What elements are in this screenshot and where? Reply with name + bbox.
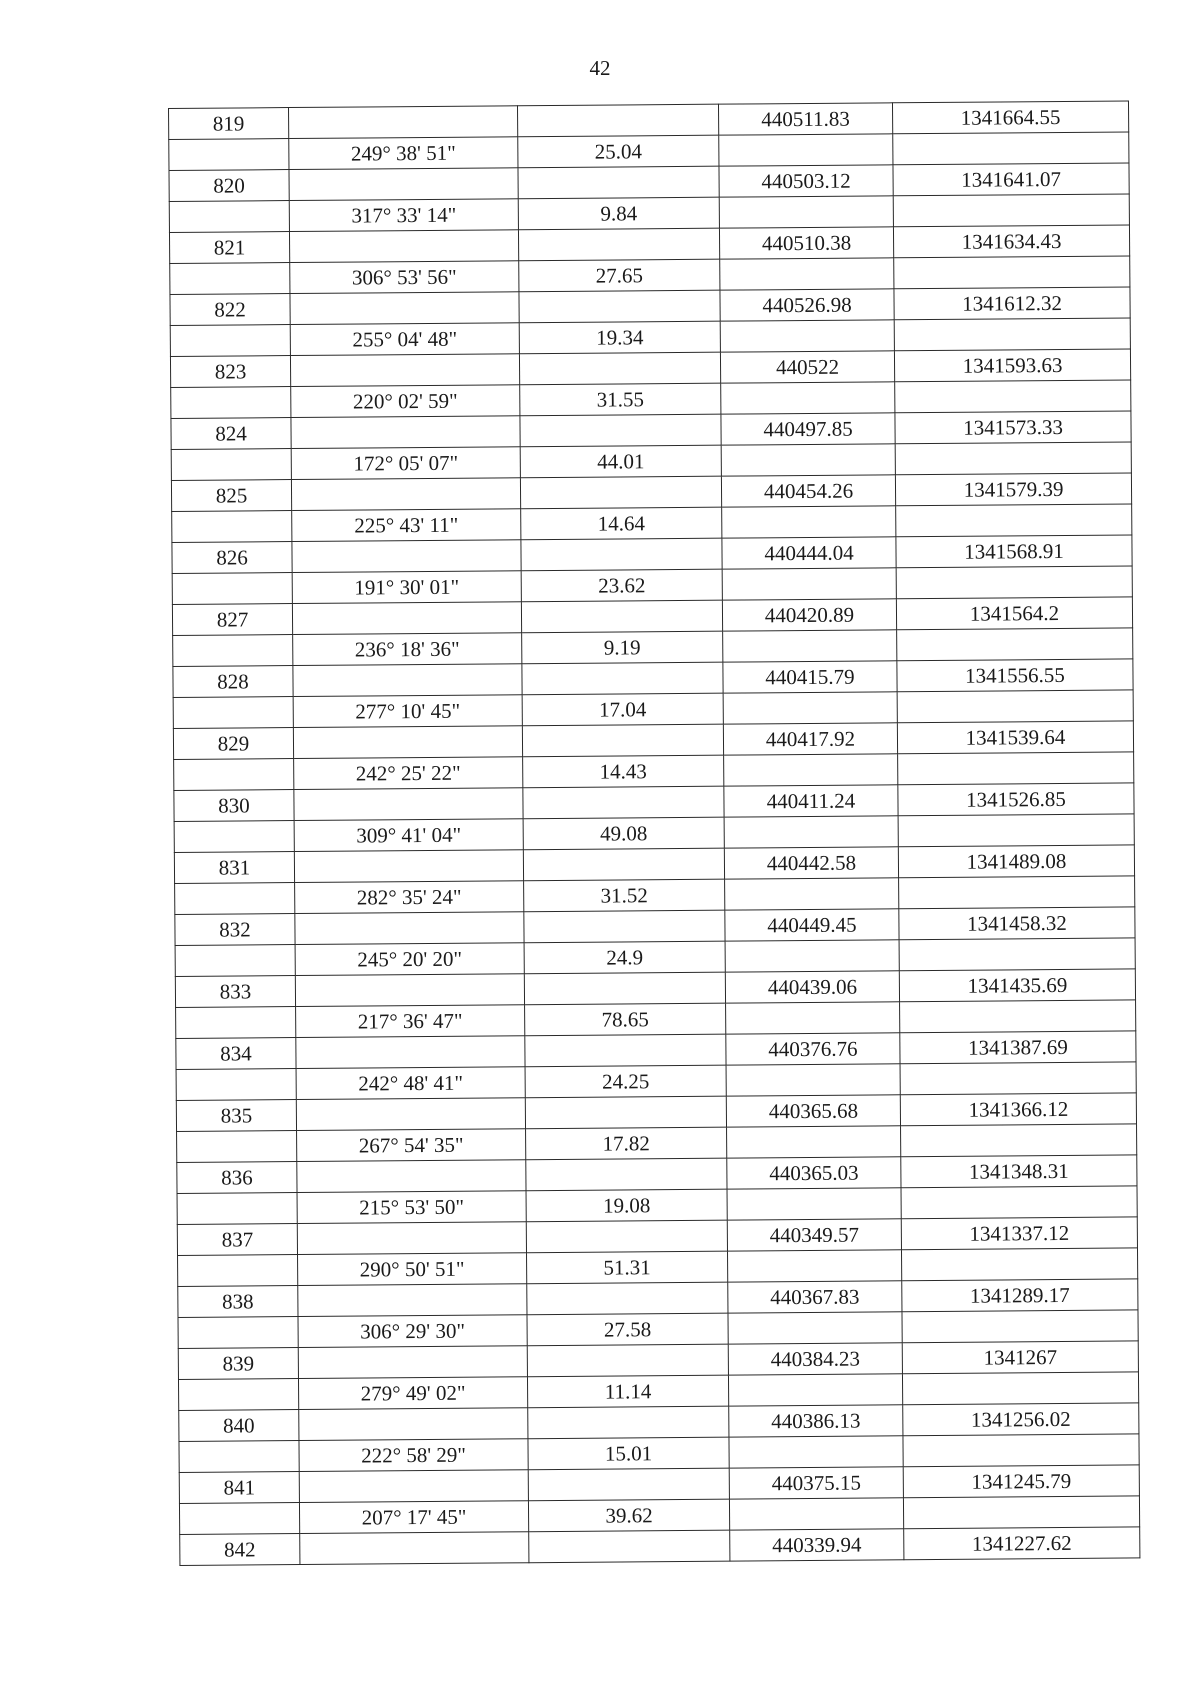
y-coordinate: 1341245.79 (903, 1465, 1139, 1498)
point-number: 826 (172, 542, 292, 574)
bearing-empty-cell (290, 354, 519, 387)
x-empty-cell (727, 1188, 901, 1220)
x-coordinate: 440349.57 (727, 1219, 901, 1251)
bearing-empty-cell (295, 974, 524, 1007)
y-empty-cell (894, 256, 1130, 289)
bearing: 255° 04' 48" (290, 323, 519, 356)
y-empty-cell (899, 938, 1135, 971)
point-empty-cell (171, 449, 291, 481)
x-empty-cell (720, 258, 894, 290)
point-number: 840 (179, 1410, 299, 1442)
distance: 17.04 (522, 693, 723, 726)
point-empty-cell (177, 1131, 297, 1163)
x-empty-cell (724, 816, 898, 848)
point-number: 828 (173, 666, 293, 698)
bearing-empty-cell (298, 1346, 527, 1379)
point-empty-cell (177, 1193, 297, 1225)
x-coordinate: 440497.85 (721, 413, 895, 445)
distance-empty-cell (520, 414, 721, 447)
point-number: 841 (179, 1472, 299, 1504)
distance-empty-cell (526, 1220, 727, 1253)
y-empty-cell (903, 1496, 1139, 1529)
x-coordinate: 440367.83 (728, 1281, 902, 1313)
point-number: 836 (177, 1162, 297, 1194)
x-coordinate: 440442.58 (724, 847, 898, 879)
y-coordinate: 1341256.02 (903, 1403, 1139, 1436)
distance: 27.65 (519, 259, 720, 292)
point-empty-cell (178, 1317, 298, 1349)
point-empty-cell (172, 511, 292, 543)
x-coordinate: 440339.94 (730, 1529, 904, 1561)
point-empty-cell (173, 697, 293, 729)
distance: 19.08 (526, 1189, 727, 1222)
x-empty-cell (721, 444, 895, 476)
bearing: 207° 17' 45" (299, 1501, 528, 1534)
y-coordinate: 1341556.55 (897, 659, 1133, 692)
y-empty-cell (902, 1372, 1138, 1405)
point-empty-cell (170, 263, 290, 295)
y-coordinate: 1341593.63 (894, 349, 1130, 382)
y-coordinate: 1341612.32 (894, 287, 1130, 320)
x-coordinate: 440386.13 (729, 1405, 903, 1437)
x-coordinate: 440376.76 (726, 1033, 900, 1065)
bearing-empty-cell (299, 1408, 528, 1441)
x-coordinate: 440411.24 (724, 785, 898, 817)
x-empty-cell (721, 382, 895, 414)
x-coordinate: 440439.06 (725, 971, 899, 1003)
distance: 23.62 (521, 569, 722, 602)
point-number: 839 (178, 1348, 298, 1380)
bearing-empty-cell (297, 1222, 526, 1255)
distance: 14.64 (521, 507, 722, 540)
y-coordinate: 1341539.64 (897, 721, 1133, 754)
y-coordinate: 1341489.08 (898, 845, 1134, 878)
y-empty-cell (898, 814, 1134, 847)
distance-empty-cell (525, 1096, 726, 1129)
x-empty-cell (728, 1374, 902, 1406)
y-empty-cell (897, 690, 1133, 723)
point-number: 831 (174, 852, 294, 884)
y-empty-cell (899, 876, 1135, 909)
point-empty-cell (172, 573, 292, 605)
point-empty-cell (170, 325, 290, 357)
bearing-empty-cell (294, 850, 523, 883)
distance: 25.04 (518, 135, 719, 168)
point-number: 822 (170, 294, 290, 326)
y-empty-cell (893, 132, 1129, 165)
y-coordinate: 1341526.85 (898, 783, 1134, 816)
distance-empty-cell (526, 1158, 727, 1191)
x-empty-cell (725, 878, 899, 910)
y-coordinate: 1341348.31 (901, 1155, 1137, 1188)
y-empty-cell (898, 752, 1134, 785)
x-coordinate: 440420.89 (722, 599, 896, 631)
y-coordinate: 1341573.33 (895, 411, 1131, 444)
y-coordinate: 1341267 (902, 1341, 1138, 1374)
distance-empty-cell (525, 1034, 726, 1067)
bearing: 306° 53' 56" (290, 261, 519, 294)
bearing-empty-cell (289, 106, 518, 139)
y-empty-cell (900, 1000, 1136, 1033)
distance-empty-cell (529, 1530, 730, 1563)
bearing: 279° 49' 02" (298, 1377, 527, 1410)
y-coordinate: 1341634.43 (893, 225, 1129, 258)
y-coordinate: 1341664.55 (892, 101, 1128, 134)
distance-empty-cell (519, 352, 720, 385)
bearing-empty-cell (289, 230, 518, 263)
x-empty-cell (723, 630, 897, 662)
y-empty-cell (900, 1062, 1136, 1095)
distance-empty-cell (521, 538, 722, 571)
point-empty-cell (174, 759, 294, 791)
x-coordinate: 440510.38 (719, 227, 893, 259)
bearing-empty-cell (300, 1532, 529, 1565)
y-coordinate: 1341579.39 (895, 473, 1131, 506)
coordinate-table-body (169, 101, 1140, 1565)
x-empty-cell (729, 1498, 903, 1530)
x-empty-cell (719, 196, 893, 228)
y-coordinate: 1341366.12 (900, 1093, 1136, 1126)
bearing-empty-cell (295, 912, 524, 945)
x-coordinate: 440375.15 (729, 1467, 903, 1499)
bearing-empty-cell (296, 1098, 525, 1131)
x-coordinate: 440511.83 (718, 103, 892, 135)
distance-empty-cell (522, 662, 723, 695)
bearing-empty-cell (294, 788, 523, 821)
distance-empty-cell (527, 1344, 728, 1377)
bearing: 191° 30' 01" (292, 571, 521, 604)
bearing: 309° 41' 04" (294, 819, 523, 852)
bearing-empty-cell (291, 478, 520, 511)
bearing: 172° 05' 07" (291, 447, 520, 480)
point-empty-cell (171, 387, 291, 419)
y-coordinate: 1341227.62 (904, 1527, 1140, 1560)
point-number: 820 (169, 170, 289, 202)
distance: 14.43 (523, 755, 724, 788)
point-number: 824 (171, 418, 291, 450)
bearing: 242° 25' 22" (294, 757, 523, 790)
distance-empty-cell (518, 228, 719, 261)
y-empty-cell (895, 442, 1131, 475)
bearing: 222° 58' 29" (299, 1439, 528, 1472)
x-coordinate: 440444.04 (722, 537, 896, 569)
y-empty-cell (894, 318, 1130, 351)
bearing-empty-cell (289, 168, 518, 201)
bearing: 242° 48' 41" (296, 1067, 525, 1100)
x-empty-cell (728, 1312, 902, 1344)
point-number: 838 (178, 1286, 298, 1318)
x-coordinate: 440454.26 (721, 475, 895, 507)
distance-empty-cell (519, 290, 720, 323)
point-empty-cell (179, 1441, 299, 1473)
distance-empty-cell (528, 1468, 729, 1501)
distance: 9.84 (518, 197, 719, 230)
point-empty-cell (174, 821, 294, 853)
y-empty-cell (897, 628, 1133, 661)
y-coordinate: 1341289.17 (902, 1279, 1138, 1312)
y-empty-cell (893, 194, 1129, 227)
bearing-empty-cell (293, 726, 522, 759)
point-number: 819 (169, 108, 289, 140)
bearing-empty-cell (290, 292, 519, 325)
x-empty-cell (719, 134, 893, 166)
point-number: 832 (175, 914, 295, 946)
bearing-empty-cell (296, 1036, 525, 1069)
bearing-empty-cell (293, 664, 522, 697)
point-number: 835 (176, 1100, 296, 1132)
distance: 11.14 (527, 1375, 728, 1408)
point-number: 833 (175, 976, 295, 1008)
x-coordinate: 440365.03 (727, 1157, 901, 1189)
bearing: 220° 02' 59" (291, 385, 520, 418)
y-coordinate: 1341568.91 (896, 535, 1132, 568)
distance: 24.25 (525, 1065, 726, 1098)
bearing-empty-cell (297, 1160, 526, 1193)
x-empty-cell (722, 568, 896, 600)
y-coordinate: 1341641.07 (893, 163, 1129, 196)
y-coordinate: 1341337.12 (901, 1217, 1137, 1250)
distance: 17.82 (526, 1127, 727, 1160)
bearing: 217° 36' 47" (296, 1005, 525, 1038)
bearing: 306° 29' 30" (298, 1315, 527, 1348)
distance: 49.08 (523, 817, 724, 850)
point-empty-cell (178, 1379, 298, 1411)
x-empty-cell (725, 940, 899, 972)
y-coordinate: 1341387.69 (900, 1031, 1136, 1064)
y-coordinate: 1341435.69 (899, 969, 1135, 1002)
bearing: 282° 35' 24" (295, 881, 524, 914)
y-empty-cell (901, 1186, 1137, 1219)
point-empty-cell (175, 945, 295, 977)
distance-empty-cell (518, 166, 719, 199)
point-row (180, 1527, 1140, 1566)
distance-empty-cell (524, 972, 725, 1005)
point-empty-cell (176, 1069, 296, 1101)
y-empty-cell (903, 1434, 1139, 1467)
distance-empty-cell (517, 104, 718, 137)
y-empty-cell (895, 380, 1131, 413)
point-empty-cell (176, 1007, 296, 1039)
bearing: 245° 20' 20" (295, 943, 524, 976)
distance-empty-cell (524, 910, 725, 943)
distance-empty-cell (520, 476, 721, 509)
y-empty-cell (901, 1248, 1137, 1281)
x-empty-cell (722, 506, 896, 538)
bearing: 317° 33' 14" (289, 199, 518, 232)
distance-empty-cell (527, 1282, 728, 1315)
y-empty-cell (902, 1310, 1138, 1343)
x-empty-cell (720, 320, 894, 352)
x-coordinate: 440415.79 (723, 661, 897, 693)
x-coordinate: 440522 (720, 351, 894, 383)
point-empty-cell (169, 201, 289, 233)
x-empty-cell (726, 1064, 900, 1096)
point-empty-cell (175, 883, 295, 915)
y-empty-cell (901, 1124, 1137, 1157)
bearing: 290° 50' 51" (298, 1253, 527, 1286)
distance-empty-cell (528, 1406, 729, 1439)
point-number: 842 (180, 1534, 300, 1566)
distance-empty-cell (523, 848, 724, 881)
point-empty-cell (173, 635, 293, 667)
x-coordinate: 440449.45 (725, 909, 899, 941)
x-empty-cell (727, 1126, 901, 1158)
point-empty-cell (179, 1503, 299, 1535)
y-empty-cell (896, 504, 1132, 537)
point-empty-cell (178, 1255, 298, 1287)
x-empty-cell (726, 1002, 900, 1034)
distance: 24.9 (524, 941, 725, 974)
distance: 44.01 (520, 445, 721, 478)
distance: 27.58 (527, 1313, 728, 1346)
distance: 9.19 (522, 631, 723, 664)
point-number: 834 (176, 1038, 296, 1070)
distance: 31.55 (520, 383, 721, 416)
distance-empty-cell (521, 600, 722, 633)
coordinate-table (168, 100, 1140, 1566)
x-empty-cell (724, 754, 898, 786)
x-empty-cell (729, 1436, 903, 1468)
point-number: 837 (177, 1224, 297, 1256)
distance: 78.65 (525, 1003, 726, 1036)
point-number: 823 (170, 356, 290, 388)
y-coordinate: 1341458.32 (899, 907, 1135, 940)
distance: 51.31 (527, 1251, 728, 1284)
distance-empty-cell (522, 724, 723, 757)
x-coordinate: 440365.68 (726, 1095, 900, 1127)
x-empty-cell (727, 1250, 901, 1282)
x-coordinate: 440417.92 (723, 723, 897, 755)
y-empty-cell (896, 566, 1132, 599)
point-number: 830 (174, 790, 294, 822)
bearing: 267° 54' 35" (297, 1129, 526, 1162)
point-empty-cell (169, 139, 289, 171)
bearing-empty-cell (299, 1470, 528, 1503)
x-empty-cell (723, 692, 897, 724)
point-number: 825 (171, 480, 291, 512)
x-coordinate: 440384.23 (728, 1343, 902, 1375)
point-number: 827 (172, 604, 292, 636)
x-coordinate: 440526.98 (720, 289, 894, 321)
bearing: 236° 18' 36" (293, 633, 522, 666)
distance: 39.62 (528, 1499, 729, 1532)
bearing: 277° 10' 45" (293, 695, 522, 728)
x-coordinate: 440503.12 (719, 165, 893, 197)
point-number: 829 (173, 728, 293, 760)
bearing-empty-cell (298, 1284, 527, 1317)
bearing: 225° 43' 11" (292, 509, 521, 542)
distance: 15.01 (528, 1437, 729, 1470)
distance: 31.52 (524, 879, 725, 912)
bearing-empty-cell (292, 540, 521, 573)
bearing-empty-cell (292, 602, 521, 635)
distance: 19.34 (519, 321, 720, 354)
page-number: 42 (589, 56, 611, 80)
bearing-empty-cell (291, 416, 520, 449)
bearing: 249° 38' 51" (289, 137, 518, 170)
distance-empty-cell (523, 786, 724, 819)
y-coordinate: 1341564.2 (896, 597, 1132, 630)
bearing: 215° 53' 50" (297, 1191, 526, 1224)
point-number: 821 (169, 232, 289, 264)
